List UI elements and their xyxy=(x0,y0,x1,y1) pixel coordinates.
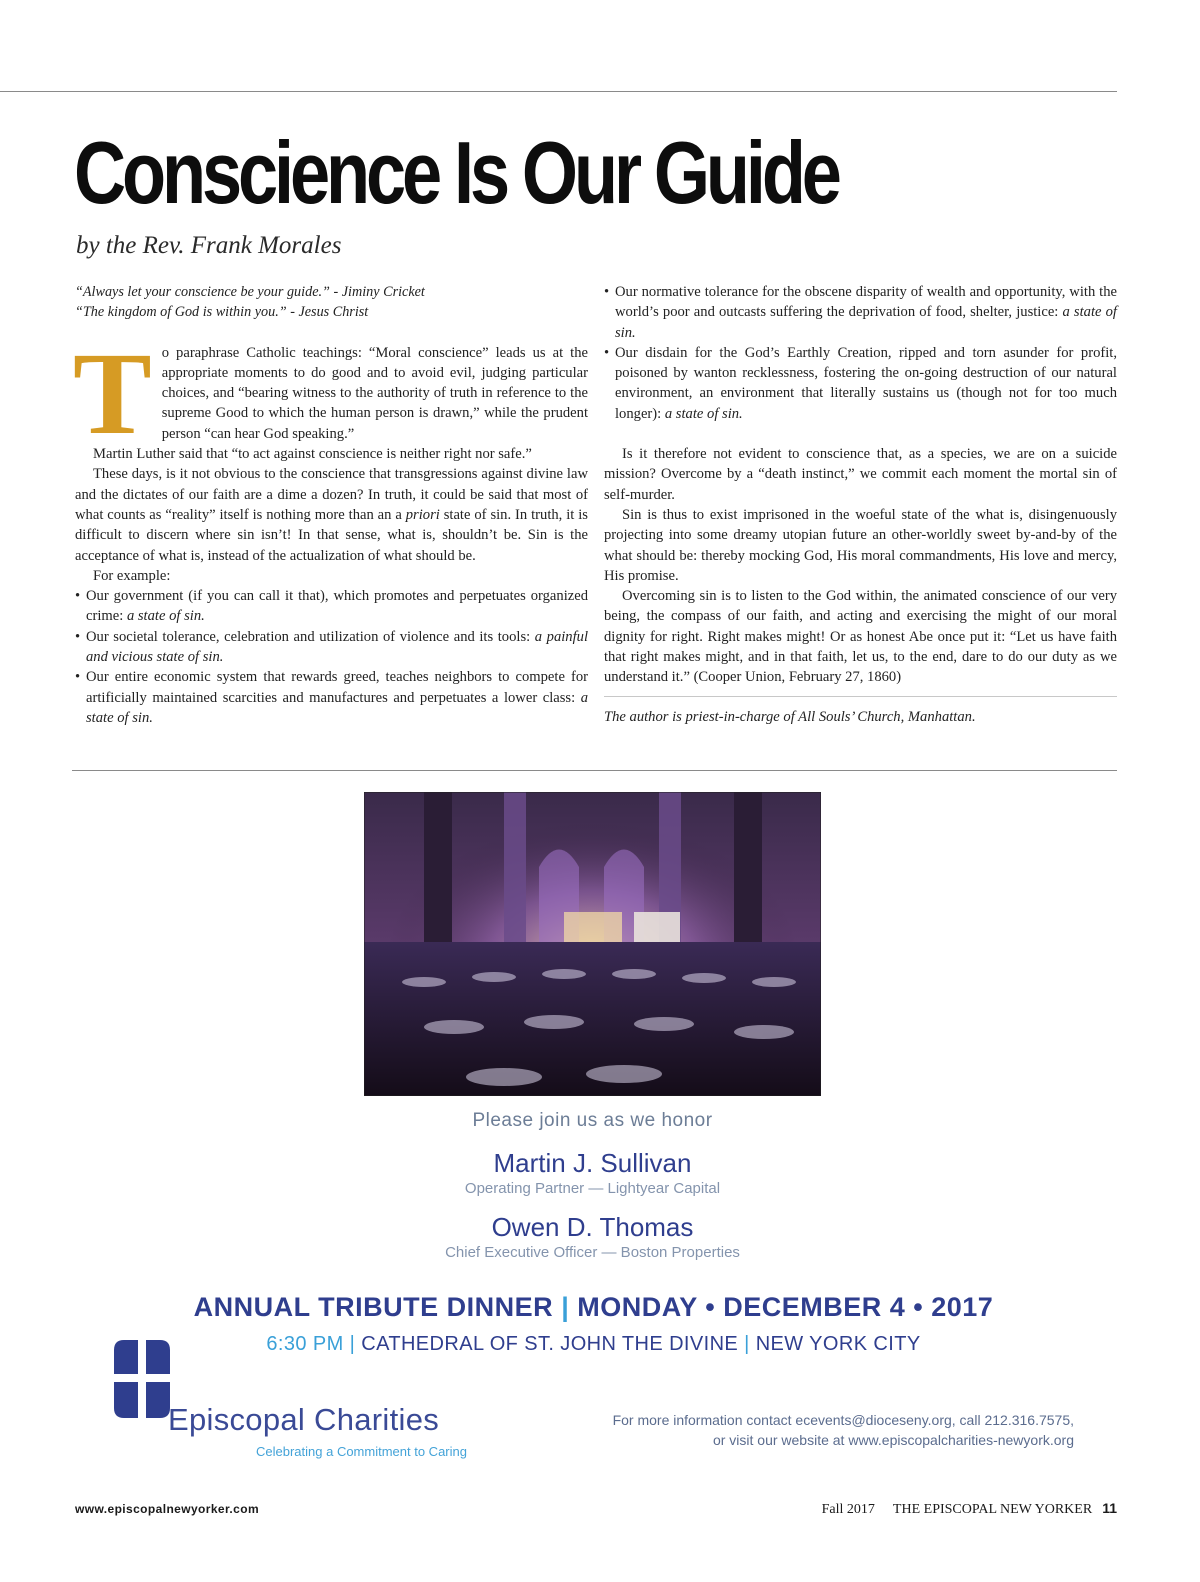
lead-paragraph: To paraphrase Catholic teachings: “Moral conscience” leads us at the appropriate moments to do good and to avoid evil, judging particular choices, and “bearing witness to the authority of truth in reference to the supreme Good to which the human person is drawn,” while the prudent person “can hear God speaking.” xyxy=(73,327,588,459)
contact-info xyxy=(540,1410,1074,1450)
paragraph: These days, is it not obvious to the conscience that transgressions against divine law and the dictates of our faith are a dime a dozen? In truth, it could be said that most of what counts as “reality” itself is nothing more than an a priori state of sin. In truth, it is difficult to discern where sin isn’t! In that sense, what is, shouldn’t be. Sin is the acceptance of what is, instead of the actualization of what should be. xyxy=(75,466,588,564)
event-city: NEW YORK CITY xyxy=(755,1333,921,1355)
bullet-item: • Our societal tolerance, celebration and utilization of violence and its tools: a painful and vicious state of sin. xyxy=(75,628,588,666)
footer-website: www.episcopalnewyorker.com xyxy=(75,1502,260,1516)
event-date: MONDAY • DECEMBER 4 • 2017 xyxy=(577,1292,994,1322)
ad-invite-line: Please join us as we honor xyxy=(472,1110,713,1131)
org-tagline: Celebrating a Commitment to Caring xyxy=(256,1444,467,1459)
article-title: Conscience Is Our Guide xyxy=(74,123,838,222)
bullet-item: • Our normative tolerance for the obscene disparity of wealth and opportunity, with the world’s poor and outcasts suffering the deprivation of food, shelter, justice: a state of sin. xyxy=(604,284,1117,341)
event-venue: CATHEDRAL OF ST. JOHN THE DIVINE xyxy=(361,1333,739,1355)
paragraph: Martin Luther said that “to act against conscience is neither right nor safe.” xyxy=(93,446,532,463)
honoree-name: Owen D. Thomas xyxy=(491,1212,694,1242)
contact-line: or visit our website at www.episcopalcharities-newyork.org xyxy=(712,1432,1074,1448)
drop-cap: T xyxy=(73,327,152,459)
page-number: 11 xyxy=(1102,1500,1117,1516)
cathedral-dinner-photo xyxy=(364,792,821,1096)
event-headline xyxy=(0,1292,1187,1323)
section-rule xyxy=(72,770,1117,771)
bullet-item: • Our disdain for the God’s Earthly Creation, ripped and torn asunder for profit, poisoned by wanton recklessness, fostering the on-going destruction of our natural environment, an environment that literally sustains us (though not for too much longer): a state of sin. xyxy=(604,344,1117,422)
paragraph: Overcoming sin is to listen to the God within, the animated conscience of our very being, the compass of our faith, and acting and exercising the might of our moral dignity for right. Right makes might! Or as honest Abe once put it: “Let us have faith that right makes might, and in that faith, let us, to the end, dare to do our duty as we understand it.” (Cooper Union, February 27, 1860) xyxy=(604,588,1117,686)
publication-name: THE EPISCOPAL NEW YORKER xyxy=(892,1502,1093,1517)
separator: | xyxy=(349,1333,356,1355)
issue-label: Fall 2017 xyxy=(821,1502,875,1517)
bullet-item: • Our entire economic system that rewards greed, teaches neighbors to compete for artificially maintained scarcities and manufactures and perpetuates a lower class: a state of sin. xyxy=(75,669,588,726)
paragraph: Is it therefore not evident to conscience that, as a species, we are on a suicide mission? Overcome by a “death instinct,” we commit each moment the mortal sin of self-murder. xyxy=(604,446,1117,503)
author-note: The author is priest-in-charge of All Souls’ Church, Manhattan. xyxy=(604,708,976,725)
epigraph: “Always let your conscience be your guide.” - Jiminy Cricket xyxy=(75,284,425,300)
paragraph: For example: xyxy=(93,567,171,584)
episcopal-charities-cross-logo-icon xyxy=(110,1338,174,1420)
org-name: Episcopal Charities xyxy=(168,1402,440,1437)
separator: | xyxy=(744,1333,750,1355)
paragraph: Sin is thus to exist imprisoned in the woeful state of the what is, disingenuously projecting into some dreamy utopian future an other-worldly sweet by-and-by of the what should be: thereby mocking God, His moral commandments, His love and mercy, His promise. xyxy=(604,506,1117,584)
event-name: ANNUAL TRIBUTE DINNER xyxy=(193,1292,554,1322)
event-venue-line xyxy=(0,1333,1187,1356)
event-time: 6:30 PM xyxy=(266,1333,344,1355)
bullet-item: • Our government (if you can call it that), which promotes and perpetuates organized crime: a state of sin. xyxy=(75,588,588,625)
article-byline: by the Rev. Frank Morales xyxy=(76,232,342,259)
contact-line: For more information contact ecevents@dioceseny.org, call 212.316.7575, xyxy=(612,1412,1074,1428)
article-column-right xyxy=(604,282,1117,727)
separator: | xyxy=(561,1292,570,1322)
epigraph: “The kingdom of God is within you.” - Jesus Christ xyxy=(75,304,369,321)
footer-folio xyxy=(822,1500,1117,1518)
honoree-title: Operating Partner — Lightyear Capital xyxy=(464,1180,721,1197)
top-rule xyxy=(0,91,1117,92)
honoree-name: Martin J. Sullivan xyxy=(493,1148,692,1178)
author-note-divider xyxy=(604,696,1117,697)
honoree-title: Chief Executive Officer — Boston Properties xyxy=(445,1244,740,1261)
article-column-left xyxy=(75,282,588,728)
